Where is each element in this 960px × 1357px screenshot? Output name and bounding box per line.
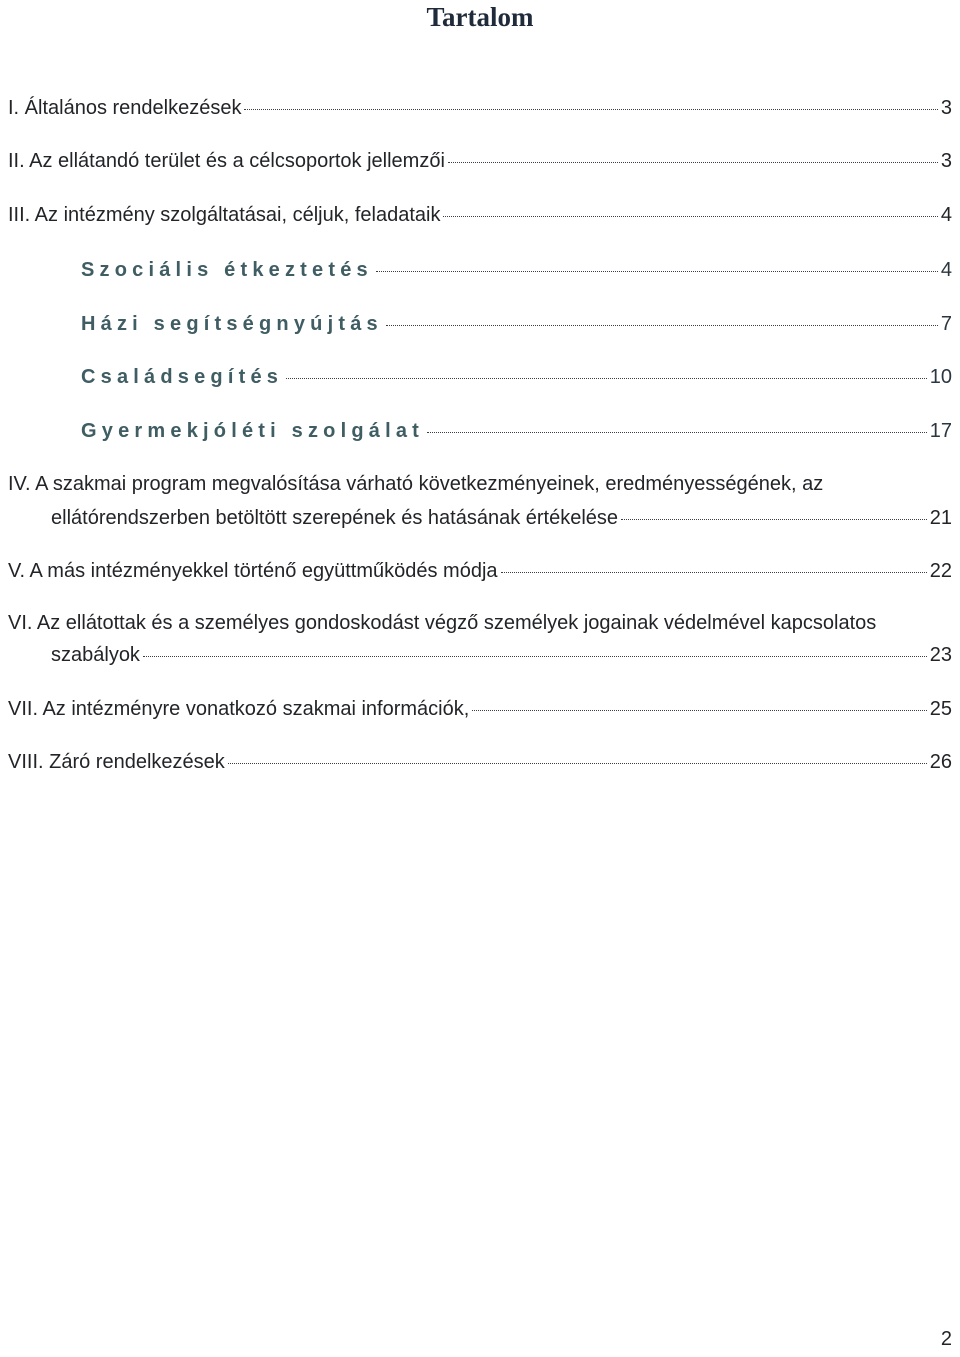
page-title: Tartalom	[426, 2, 534, 32]
toc-entry-page: 4	[940, 204, 952, 226]
toc-entry-page: 23	[929, 644, 952, 666]
toc-entry-label: Szociális étkeztetés	[81, 259, 373, 281]
toc-entry[interactable]	[51, 643, 952, 667]
toc-subentry[interactable]	[81, 365, 952, 389]
toc-entry-page: 25	[929, 698, 952, 720]
toc-entry[interactable]	[8, 149, 952, 173]
toc-entry-label: Gyermekjóléti szolgálat	[81, 420, 425, 442]
toc-subentry[interactable]	[81, 312, 952, 336]
toc-subentry[interactable]	[81, 419, 952, 443]
dot-leader	[501, 572, 927, 573]
toc-entry-page: 7	[940, 313, 952, 335]
dot-leader	[621, 519, 927, 520]
dot-leader	[143, 656, 927, 657]
toc-entry-page: 26	[929, 751, 952, 773]
toc-entry-page: 17	[929, 420, 952, 442]
toc-entry-label: II. Az ellátandó terület és a célcsoportok jellemzői	[8, 150, 445, 172]
toc-entry[interactable]	[8, 559, 952, 583]
toc-entry-label: Házi segítségnyújtás	[81, 313, 383, 335]
toc-entry-page: 3	[940, 150, 952, 172]
dot-leader	[286, 378, 927, 379]
toc-subentry[interactable]	[81, 258, 952, 282]
toc-entry[interactable]	[8, 96, 952, 120]
toc-entry-page: 3	[940, 97, 952, 119]
dot-leader	[376, 271, 938, 272]
dot-leader	[472, 710, 926, 711]
toc-entry[interactable]	[8, 750, 952, 774]
page-number: 2	[940, 1328, 952, 1350]
toc-entry-page: 10	[929, 366, 952, 388]
toc-entry-label: V. A más intézményekkel történő együttműködés módja	[8, 560, 498, 582]
toc-entry-label: VIII. Záró rendelkezések	[8, 751, 225, 773]
dot-leader	[244, 109, 937, 110]
toc-entry-label: III. Az intézmény szolgáltatásai, céljuk, feladataik	[8, 204, 441, 226]
dot-leader	[427, 432, 927, 433]
toc-entry-label: Családsegítés	[81, 366, 284, 388]
toc-entry-page: 4	[940, 259, 952, 281]
toc-entry[interactable]	[8, 203, 952, 227]
dot-leader	[448, 162, 938, 163]
toc-entry-page: 22	[929, 560, 952, 582]
toc-entry-label: ellátórendszerben betöltött szerepének és hatásának értékelése	[51, 507, 619, 529]
dot-leader	[386, 325, 938, 326]
toc-entry-page: 21	[929, 507, 952, 529]
toc-entry-label-line1[interactable]: VI. Az ellátottak és a személyes gondoskodást végző személyek jogainak védelmével kapcsolatos	[8, 612, 877, 634]
dot-leader	[228, 763, 927, 764]
toc-entry-label-line1[interactable]: IV. A szakmai program megvalósítása várható következményeinek, eredményességének, az	[8, 473, 824, 495]
toc-entry[interactable]	[51, 506, 952, 530]
toc-entry-label: I. Általános rendelkezések	[8, 97, 242, 119]
dot-leader	[443, 216, 937, 217]
toc-entry-label: VII. Az intézményre vonatkozó szakmai információk,	[8, 698, 470, 720]
toc-entry-label: szabályok	[51, 644, 140, 666]
toc-entry[interactable]	[8, 697, 952, 721]
